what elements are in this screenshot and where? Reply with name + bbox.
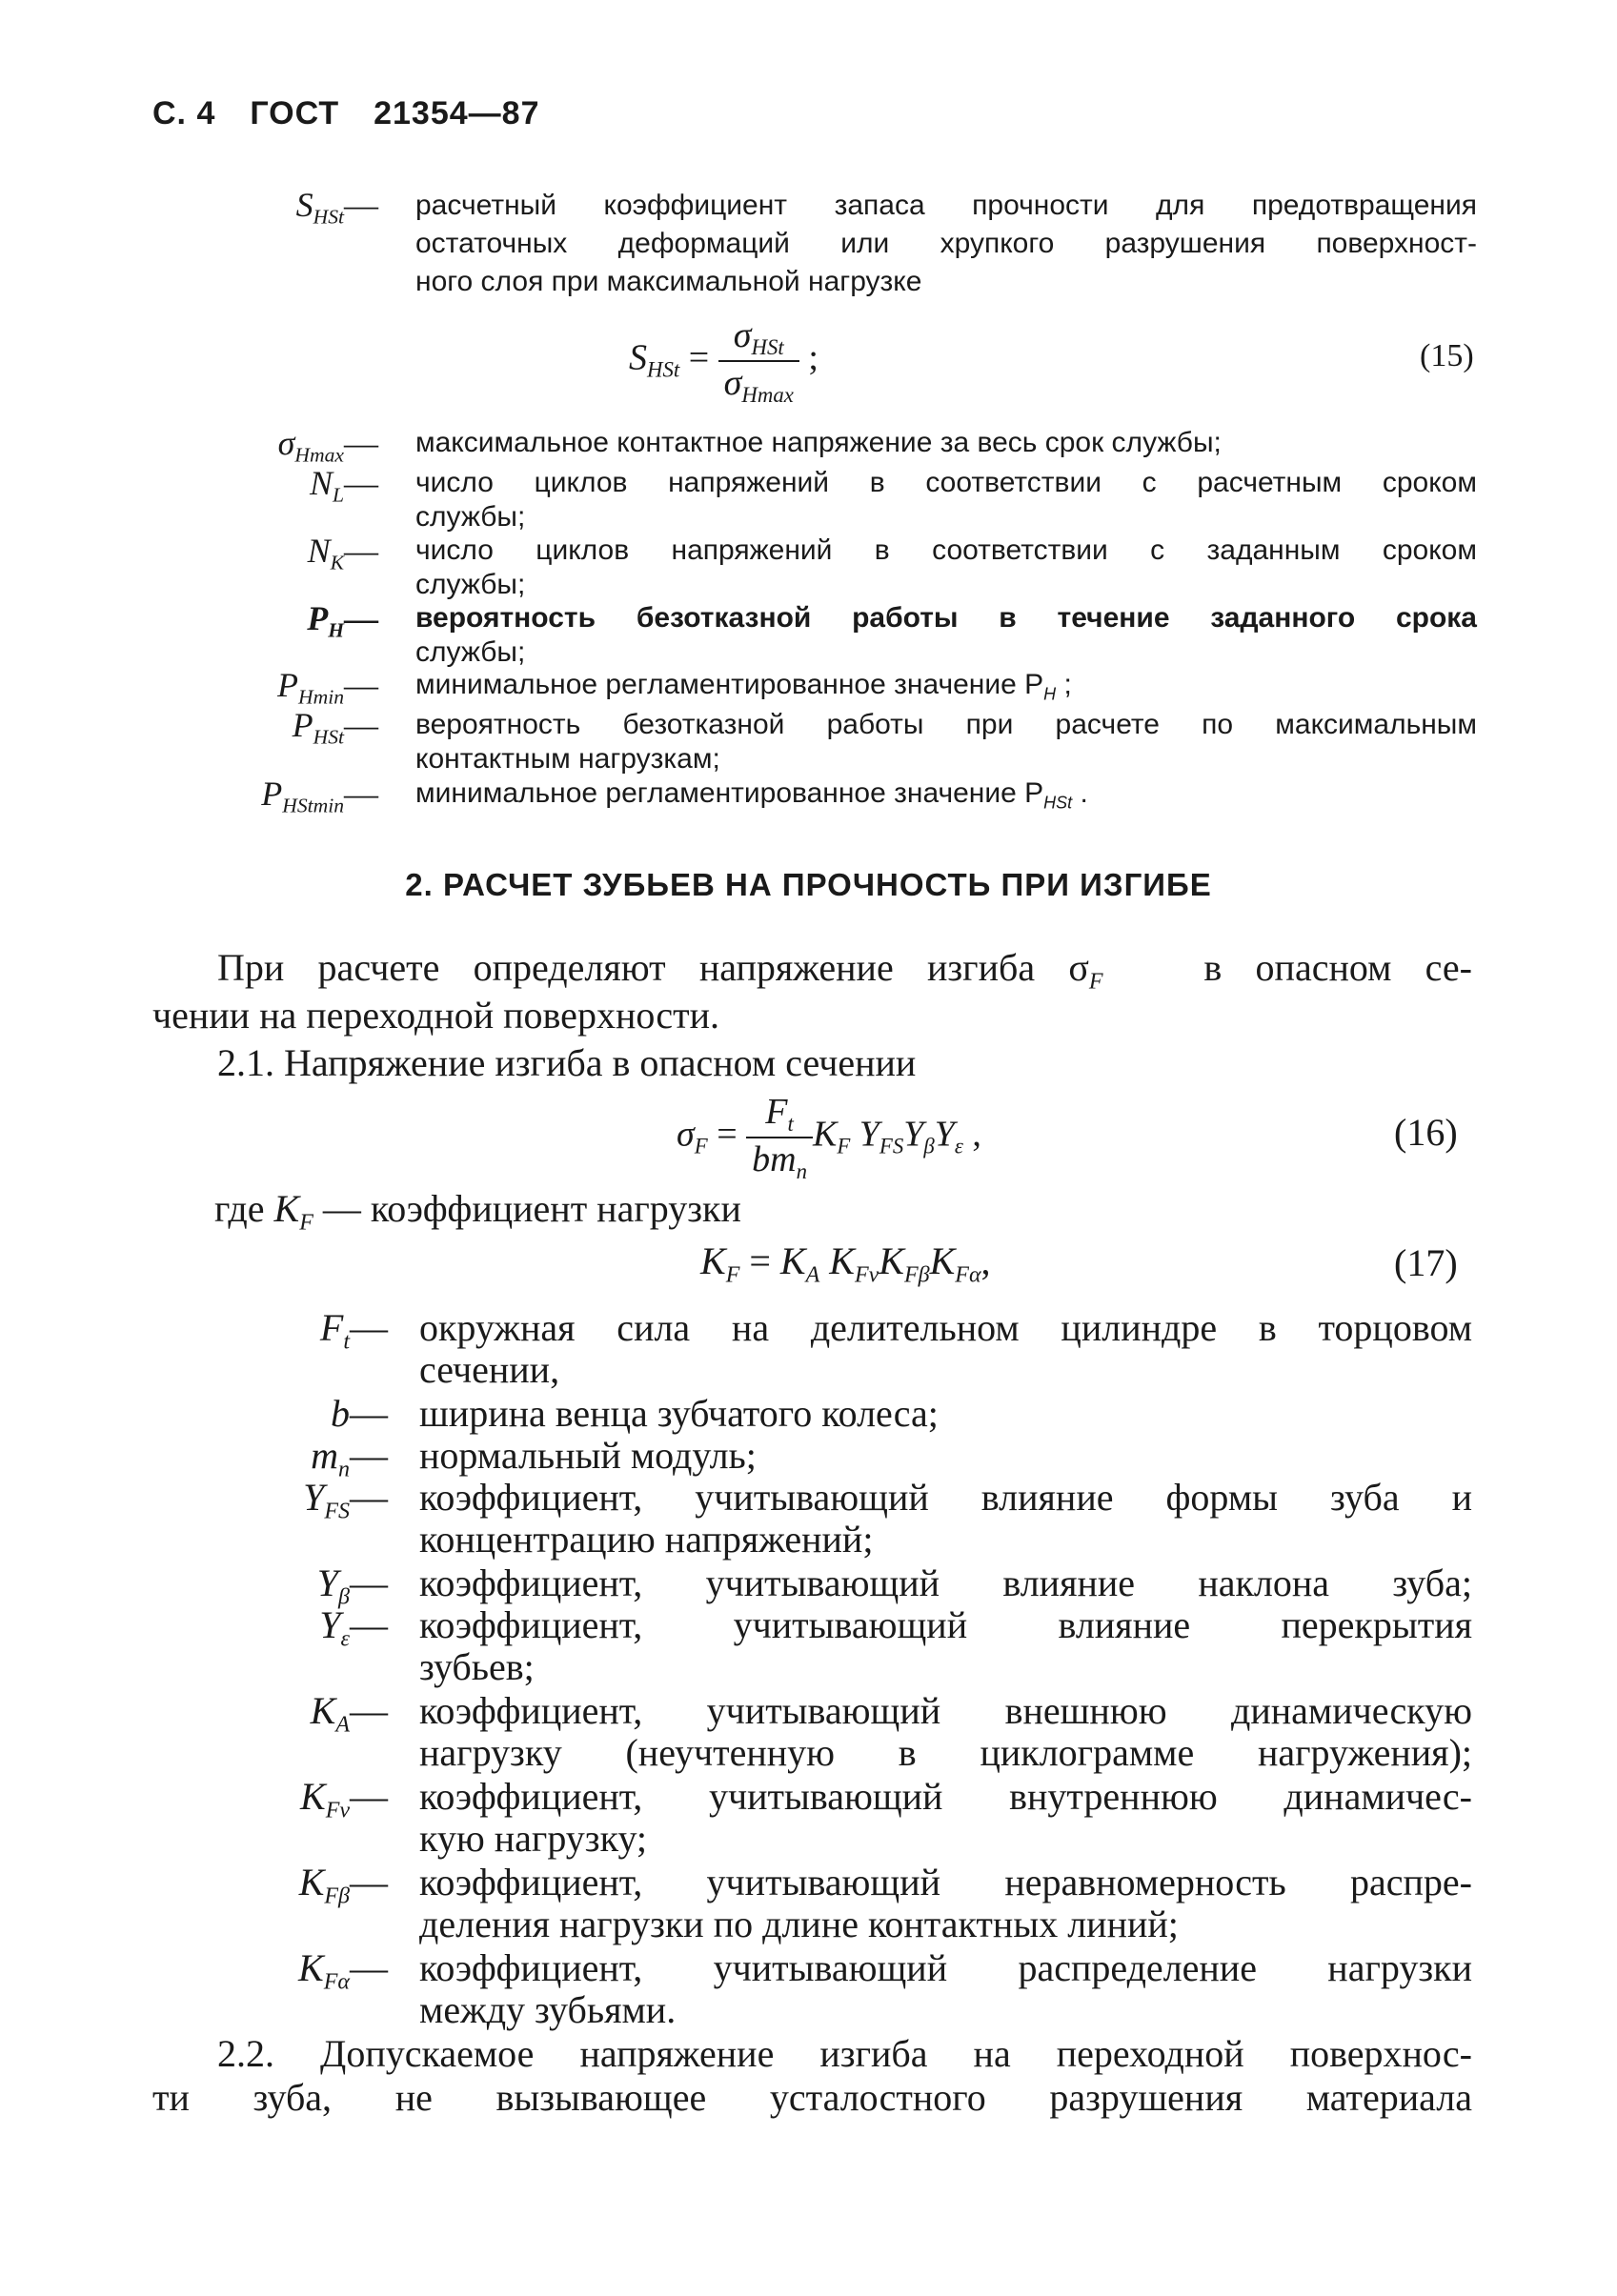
def-text-shst-2: остаточных деформаций или хрупкого разрушения поверхност- [415,228,1477,259]
paragraph-2-1: 2.1. Напряжение изгиба в опасном сечении [217,1041,917,1084]
def2-text-b: ширина венца зубчатого колеса; [419,1392,939,1435]
intro-line-1: При расчете определяют напряжение изгиба $\sigma_F$ в опасном се- [217,946,1472,995]
def2-text-ft-1: окружная сила на делительном цилиндре в торцовом [419,1306,1472,1349]
equation-15: $S_{HSt}$ = $\frac{\sigma_{HSt}}{\sigma_{Hmax}}$ ; [629,315,819,407]
def-symbol-shmax: $\sigma_{Hmax}—$ [277,424,378,467]
def2-symbol-kfalpha: $K_{F\alpha}—$ [298,1946,388,1995]
def-text-ph-1: вероятность безотказной работы в течение заданного срока [415,602,1477,634]
paragraph-2-2-line-1: 2.2. Допускаемое напряжение изгиба на переходной поверхнос- [217,2032,1472,2075]
def2-symbol-kfv: $K_{Fv}—$ [300,1775,388,1823]
page-number: С. 4 [152,95,216,131]
fraction-16: $\frac{F_t}{bm_n}$ [746,1091,813,1184]
def2-text-ybeta: коэффициент, учитывающий влияние наклона зуба; [419,1561,1472,1604]
def-symbol-shst: $S_{HSt}—$ [295,186,378,229]
standard-number: 21354—87 [374,95,540,131]
def2-text-yfs-1: коэффициент, учитывающий влияние формы зуба и [419,1476,1472,1519]
def2-symbol-b: b— [331,1392,388,1435]
def-text-nk-1: число циклов напряжений в соответствии с заданным сроком [415,534,1477,566]
def2-text-kfalpha-1: коэффициент, учитывающий распределение нагрузки [419,1946,1472,1989]
intro-line-2: чении на переходной поверхности. [152,994,719,1037]
equation-17: $K_F = K_A$ $K_{Fv}K_{F\beta}K_{F\alpha}$, [700,1239,991,1288]
section-title: 2. РАСЧЕТ ЗУБЬЕВ НА ПРОЧНОСТЬ ПРИ ИЗГИБЕ [405,867,1212,902]
def2-symbol-yeps: $Y_\varepsilon—$ [319,1603,388,1652]
def-text-shmax: максимальное контактное напряжение за весь срок службы; [415,427,1222,458]
def2-text-kfv-2: кую нагрузку; [419,1817,648,1860]
equation-16: $\sigma_F$ = $\frac{F_t}{bm_n}$ $K_F$ $Y_{FS}Y_\beta Y_\varepsilon$ , [677,1092,981,1183]
def2-text-ka-2: нагрузку (неучтенную в циклограмме нагружения); [419,1731,1472,1774]
def-text-shst-1: расчетный коэффициент запаса прочности для предотвращения [415,190,1477,221]
def-symbol-phmin: $P_{Hmin}—$ [277,666,378,709]
def2-text-yfs-2: концентрацию напряжений; [419,1518,874,1561]
def-text-nl-2: службы; [415,501,526,533]
def-symbol-ph: $P_H—$ [307,599,378,642]
fraction-15: $\frac{\sigma_{HSt}}{\sigma_{Hmax}}$ [718,314,799,408]
def-text-shst-3: ного слоя при максимальной нагрузке [415,266,922,297]
def2-text-kfv-1: коэффициент, учитывающий внутреннюю динамичес- [419,1775,1472,1818]
def2-text-kfalpha-2: между зубьями. [419,1988,677,2031]
page-header [152,95,539,132]
def-text-phstmin: минимальное регламентированное значение $P_{HSt}$ . [415,777,1088,813]
def-text-nk-2: службы; [415,569,526,600]
def-text-phst-2: контактным нагрузкам; [415,743,720,775]
equation-number-15: (15) [1420,338,1474,373]
def2-text-kfbeta-2: деления нагрузки по длине контактных линий; [419,1903,1179,1945]
def-symbol-phstmin: $P_{HStmin}—$ [261,775,378,817]
def2-symbol-kfbeta: $K_{F\beta}—$ [298,1861,388,1909]
standard-label: ГОСТ [250,95,340,131]
def-symbol-nl: $N_L—$ [309,464,378,507]
equation-number-17: (17) [1394,1241,1458,1284]
def2-symbol-ft: $F_t—$ [319,1306,388,1355]
def2-symbol-yfs: $Y_{FS}—$ [303,1476,388,1524]
def2-text-yeps-1: коэффициент, учитывающий влияние перекрытия [419,1603,1472,1646]
def-text-phst-1: вероятность безотказной работы при расчете по максимальным [415,709,1477,740]
where-kf: где $K_F$ — коэффициент нагрузки [214,1187,741,1236]
def-symbol-phst: $P_{HSt}—$ [292,706,378,749]
def2-symbol-mn: $m_n—$ [311,1434,388,1482]
def-text-nl-1: число циклов напряжений в соответствии с расчетным сроком [415,467,1477,498]
paragraph-2-2-line-2: ти зуба, не вызывающее усталостного разрушения материала [152,2076,1472,2119]
def2-text-mn: нормальный модуль; [419,1434,757,1477]
def-text-phmin: минимальное регламентированное значение $P_H$ ; [415,669,1072,704]
def2-text-ft-2: сечении, [419,1348,560,1391]
def2-text-yeps-2: зубьев; [419,1645,535,1688]
def2-text-kfbeta-1: коэффициент, учитывающий неравномерность распре- [419,1861,1472,1903]
def2-symbol-ka: $K_A—$ [310,1689,388,1738]
def-text-ph-2: службы; [415,636,526,668]
def2-text-ka-1: коэффициент, учитывающий внешнюю динамическую [419,1689,1472,1732]
equation-number-16: (16) [1394,1111,1458,1154]
def-symbol-nk: $N_K—$ [307,532,378,574]
def2-symbol-ybeta: $Y_\beta—$ [316,1561,388,1610]
